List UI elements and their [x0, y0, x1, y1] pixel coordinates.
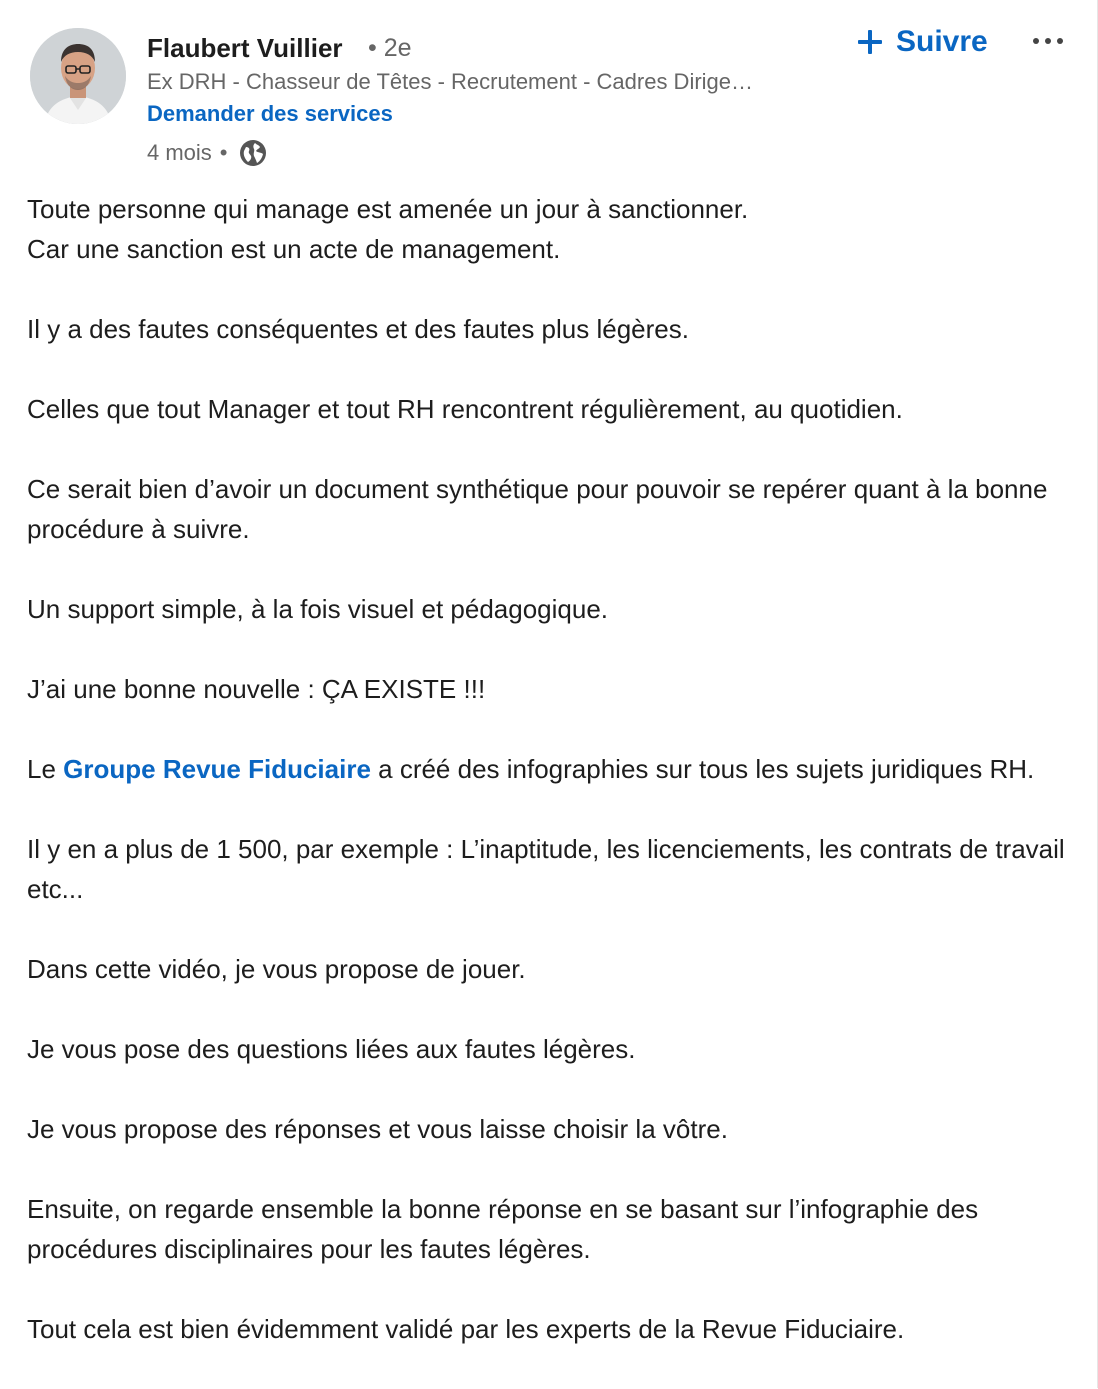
author-avatar[interactable] — [30, 28, 126, 124]
author-headline[interactable]: Ex DRH - Chasseur de Têtes - Recrutement - Cadres Dirige… — [147, 69, 754, 94]
post-paragraph: Ensuite, on regarde ensemble la bonne réponse en se basant sur l’infographie des procédures disciplinaires pour les fautes légères. — [27, 1194, 979, 1264]
author-name[interactable]: Flaubert Vuillier — [147, 33, 343, 63]
follow-button[interactable] — [856, 22, 988, 62]
post-line: Toute personne qui manage est amenée un jour à sanctionner. — [27, 194, 749, 224]
post-text: Le — [27, 754, 64, 784]
post-paragraph: Ce serait bien d’avoir un document synthétique pour pouvoir se repérer quant à la bonne procédure à suivre. — [27, 474, 1048, 544]
post-body — [27, 189, 1067, 1389]
post-paragraph: Celles que tout Manager et tout RH rencontrent régulièrement, au quotidien. — [27, 394, 903, 424]
post-paragraph: Tout cela est bien évidemment validé par les experts de la Revue Fiduciaire. — [27, 1314, 905, 1344]
post-meta — [147, 137, 268, 169]
more-options-button[interactable] — [1030, 26, 1066, 56]
post-paragraph: J’ai une bonne nouvelle : ÇA EXISTE !!! — [27, 674, 486, 704]
post-time: 4 mois — [147, 140, 212, 165]
company-mention-link[interactable]: Groupe Revue Fiduciaire — [63, 754, 371, 784]
profile-photo — [30, 28, 126, 124]
meta-separator: • — [219, 140, 228, 165]
post-paragraph: Dans cette vidéo, je vous propose de jouer. — [27, 954, 526, 984]
ellipsis-icon — [1030, 26, 1066, 56]
post-paragraph: Un support simple, à la fois visuel et pédagogique. — [27, 594, 609, 624]
post-paragraph: Je vous propose des réponses et vous laisse choisir la vôtre. — [27, 1114, 728, 1144]
connection-degree: • 2e — [368, 34, 412, 62]
globe-icon — [238, 138, 268, 168]
post-paragraph — [27, 749, 1067, 789]
post-paragraph: Il y en a plus de 1 500, par exemple : L’inaptitude, les licenciements, les contrats de travail etc... — [27, 834, 1065, 904]
post-line: Car une sanction est un acte de management. — [27, 234, 561, 264]
post-text: a créé des infographies sur tous les sujets juridiques RH. — [370, 754, 1035, 784]
follow-label: Suivre — [896, 25, 988, 58]
plus-icon — [856, 28, 884, 56]
post-paragraph: Il y a des fautes conséquentes et des fautes plus légères. — [27, 314, 689, 344]
post-paragraph: Je vous pose des questions liées aux fautes légères. — [27, 1034, 636, 1064]
request-services-link[interactable]: Demander des services — [147, 101, 393, 126]
post-paragraph — [27, 189, 1067, 269]
